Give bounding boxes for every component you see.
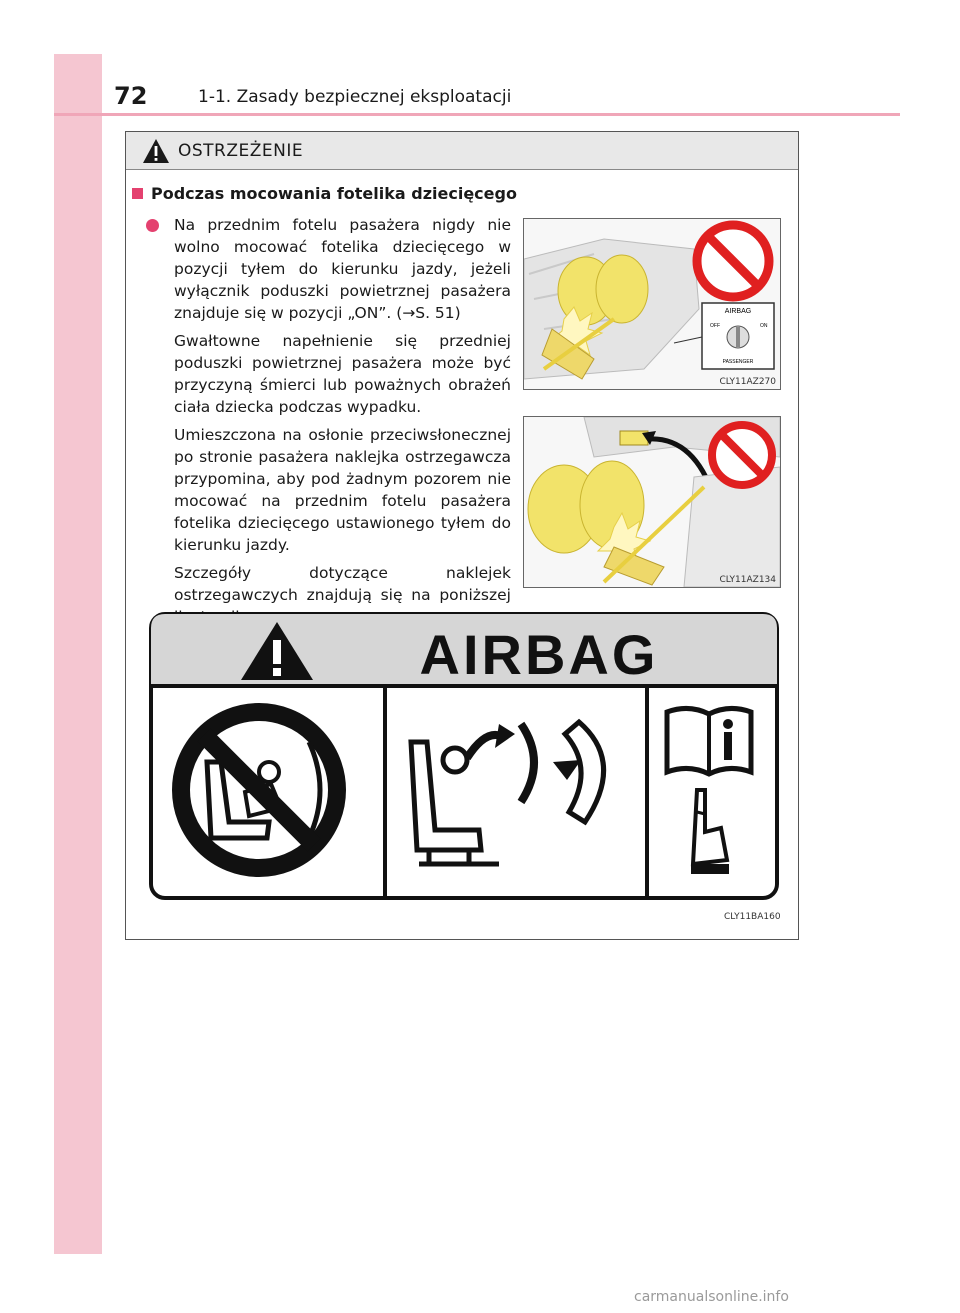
figure-code: CLY11BA160: [724, 912, 781, 922]
image-code: CLY11AZ270: [719, 377, 776, 387]
warning-header: [126, 132, 798, 170]
warning-box: [125, 131, 799, 940]
paragraph: Szczegóły dotyczące naklejek ostrzegawczych znajdują się na poniższej: [174, 564, 511, 604]
page-number: 72: [114, 82, 148, 110]
switch-on-text: ON: [760, 323, 768, 329]
header-rule: [54, 113, 900, 116]
no-child-seat-icon: [181, 712, 337, 868]
sun-visor-drawing: [524, 417, 780, 587]
page-sidebar-tab: [54, 54, 102, 1254]
section-title: 1-1. Zasady bezpiecznej eksploatacji: [198, 87, 512, 107]
warning-subheading: [126, 184, 517, 203]
illustration-dashboard-airbag: [523, 218, 781, 390]
page-header: [102, 82, 900, 114]
warning-title: OSTRZEŻENIE: [178, 140, 304, 161]
round-bullet-icon: [146, 219, 159, 232]
switch-sub-text: PASSENGER: [722, 359, 754, 365]
switch-title-text: AIRBAG: [724, 308, 752, 315]
subheading-text: Podczas mocowania fotelika dziecięcego: [151, 184, 517, 203]
paragraph: Na przednim fotelu pasażera nigdy nie wolno mocować fotelika dziecięcego w pozycji tyłem do kierunku jazdy, jeżeli wyłącznik poduszki powietrznej pasażera znajduje się w pozycji „ON”. (→S. 51): [174, 216, 511, 322]
paragraph: Gwałtowne napełnienie się przedniej poduszki powietrznej pasażera może być przyczyną śmierci lub poważnych obrażeń ciała dziecka podczas wypadku.: [174, 332, 511, 416]
watermark: carmanualsonline.info: [634, 1289, 789, 1305]
image-code: CLY11AZ134: [719, 575, 776, 585]
switch-off-text: OFF: [710, 323, 720, 329]
square-bullet-icon: [132, 188, 143, 199]
paragraph: Umieszczona na osłonie przeciwsłonecznej po stronie pasażera naklejka ostrzegawcza przypomina, aby pod żadnym pozorem nie mocować na przednim fotelu pasażera fotelika dziecięcego ustawionego tyłem do kierunku jazdy.: [174, 426, 511, 554]
warning-triangle-icon: [142, 138, 170, 164]
airbag-warning-label: [149, 612, 779, 902]
airbag-label-text: AIRBAG: [419, 623, 659, 686]
illustration-sun-visor-label: [523, 416, 781, 588]
warning-bullet: [146, 214, 511, 634]
airbag-label-drawing: [149, 612, 779, 902]
dashboard-airbag-drawing: [524, 219, 780, 389]
